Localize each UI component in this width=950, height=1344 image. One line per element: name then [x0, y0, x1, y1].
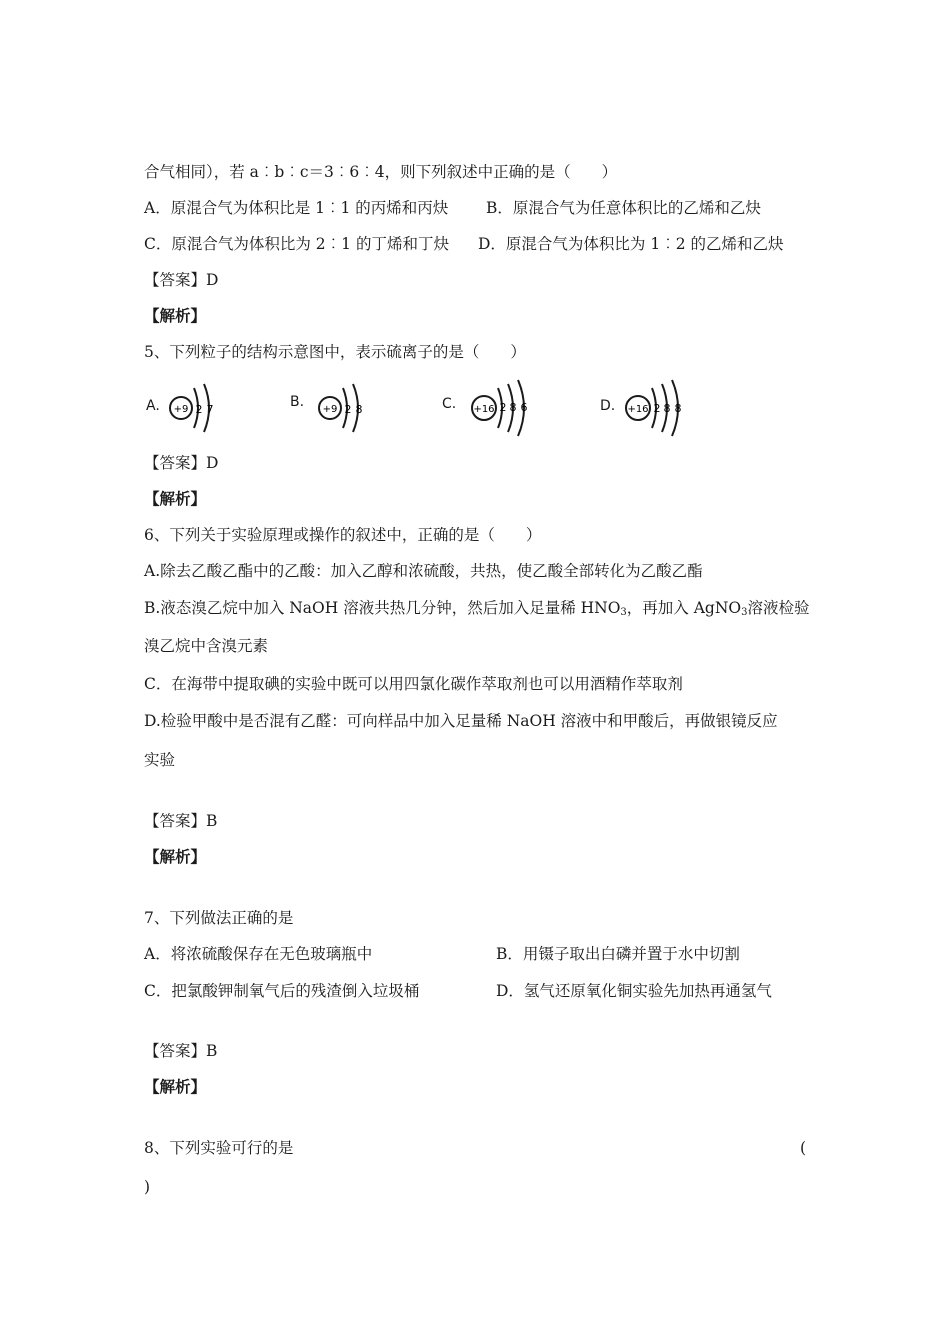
diagram-a-label: A.: [146, 398, 160, 414]
diagram-b-shell-2: 8: [355, 403, 363, 416]
diagram-a-shell-1: 2: [195, 403, 203, 416]
q4-stem: 合气相同），若 a︰b︰c＝3︰6︰4，则下列叙述中正确的是（ ）: [144, 163, 618, 181]
q4-answer: 【答案】D: [144, 271, 219, 289]
q4-option-b: B．原混合气为任意体积比的乙烯和乙炔: [486, 199, 761, 217]
q7-answer: 【答案】B: [144, 1042, 218, 1060]
q6-option-a: A.除去乙酸乙酯中的乙酸：加入乙醇和浓硫酸，共热，使乙酸全部转化为乙酸乙酯: [144, 562, 703, 580]
q7-analysis: 【解析】: [144, 1077, 207, 1096]
diagram-c-label: C.: [442, 396, 457, 412]
q6-option-b-text-1: B.液态溴乙烷中加入 NaOH 溶液共热几分钟，然后加入足量稀 HNO: [144, 599, 621, 617]
q5-stem: 5、下列粒子的结构示意图中，表示硫离子的是（ ）: [144, 343, 526, 361]
q4-option-c: C．原混合气为体积比为 2︰1 的丁烯和丁炔: [144, 235, 449, 253]
ion-diagram-c: [442, 376, 542, 440]
q6-option-d-line1: D.检验甲酸中是否混有乙醛：可向样品中加入足量稀 NaOH 溶液中和甲酸后，再做银镜反应: [144, 712, 778, 730]
q6-option-b-text-3: 溶液检验: [747, 599, 810, 617]
q4-option-d: D．原混合气为体积比为 1︰2 的乙烯和乙炔: [478, 235, 784, 253]
diagram-c-shell-1: 2: [499, 401, 507, 414]
diagram-d-shell-1: 2: [653, 402, 661, 415]
ion-diagram-b-svg: [290, 376, 380, 440]
diagram-d-shell-2: 8: [663, 402, 671, 415]
q6-stem: 6、下列关于实验原理或操作的叙述中，正确的是（ ）: [144, 526, 542, 544]
ion-diagram-d-svg: [600, 376, 700, 440]
q6-option-c: C．在海带中提取碘的实验中既可以用四氯化碳作萃取剂也可以用酒精作萃取剂: [144, 675, 683, 693]
diagram-b-label: B.: [290, 394, 305, 410]
q4-analysis: 【解析】: [144, 306, 207, 325]
q7-option-d: D．氢气还原氧化铜实验先加热再通氢气: [496, 982, 772, 1000]
q6-option-b-sub-1: 3: [620, 607, 627, 618]
q5-analysis: 【解析】: [144, 489, 207, 508]
diagram-a-shell-2: 7: [206, 403, 214, 416]
q6-option-d-line2: 实验: [144, 751, 176, 769]
diagram-b-shell-1: 2: [344, 403, 352, 416]
q4-option-a: A．原混合气为体积比是 1︰1 的丙烯和丙炔: [144, 199, 449, 217]
q8-stem: 8、下列实验可行的是: [144, 1139, 294, 1157]
q6-option-b-text-2: ，再加入 AgNO: [626, 599, 742, 617]
q7-option-c: C．把氯酸钾制氧气后的残渣倒入垃圾桶: [144, 982, 420, 1000]
q6-option-b-sub-2: 3: [741, 607, 748, 618]
diagram-d-nucleus: +16: [627, 404, 649, 415]
ion-diagram-a-svg: [146, 376, 236, 440]
q7-stem: 7、下列做法正确的是: [144, 909, 294, 927]
q6-analysis: 【解析】: [144, 847, 207, 866]
q6-answer: 【答案】B: [144, 812, 218, 830]
diagram-d-label: D.: [600, 398, 616, 414]
diagram-c-nucleus: +16: [473, 404, 495, 415]
q8-paren-open: (: [800, 1139, 807, 1157]
q8-paren-close: ): [144, 1178, 151, 1196]
q5-answer: 【答案】D: [144, 454, 219, 472]
ion-diagram-d: [600, 376, 700, 440]
ion-diagram-c-svg: [442, 376, 542, 440]
q6-option-b-line1: [144, 598, 810, 623]
diagram-c-shell-2: 8: [509, 401, 517, 414]
diagram-b-nucleus: +9: [322, 404, 338, 415]
diagram-d-shell-3: 8: [674, 402, 682, 415]
diagram-a-nucleus: +9: [173, 404, 189, 415]
ion-diagram-a: [146, 376, 236, 440]
ion-diagram-b: [290, 376, 380, 440]
diagram-c-shell-3: 6: [520, 401, 528, 414]
q6-option-b-line2: 溴乙烷中含溴元素: [144, 637, 269, 655]
q7-option-b: B．用镊子取出白磷并置于水中切割: [496, 945, 740, 963]
q7-option-a: A．将浓硫酸保存在无色玻璃瓶中: [144, 945, 373, 963]
